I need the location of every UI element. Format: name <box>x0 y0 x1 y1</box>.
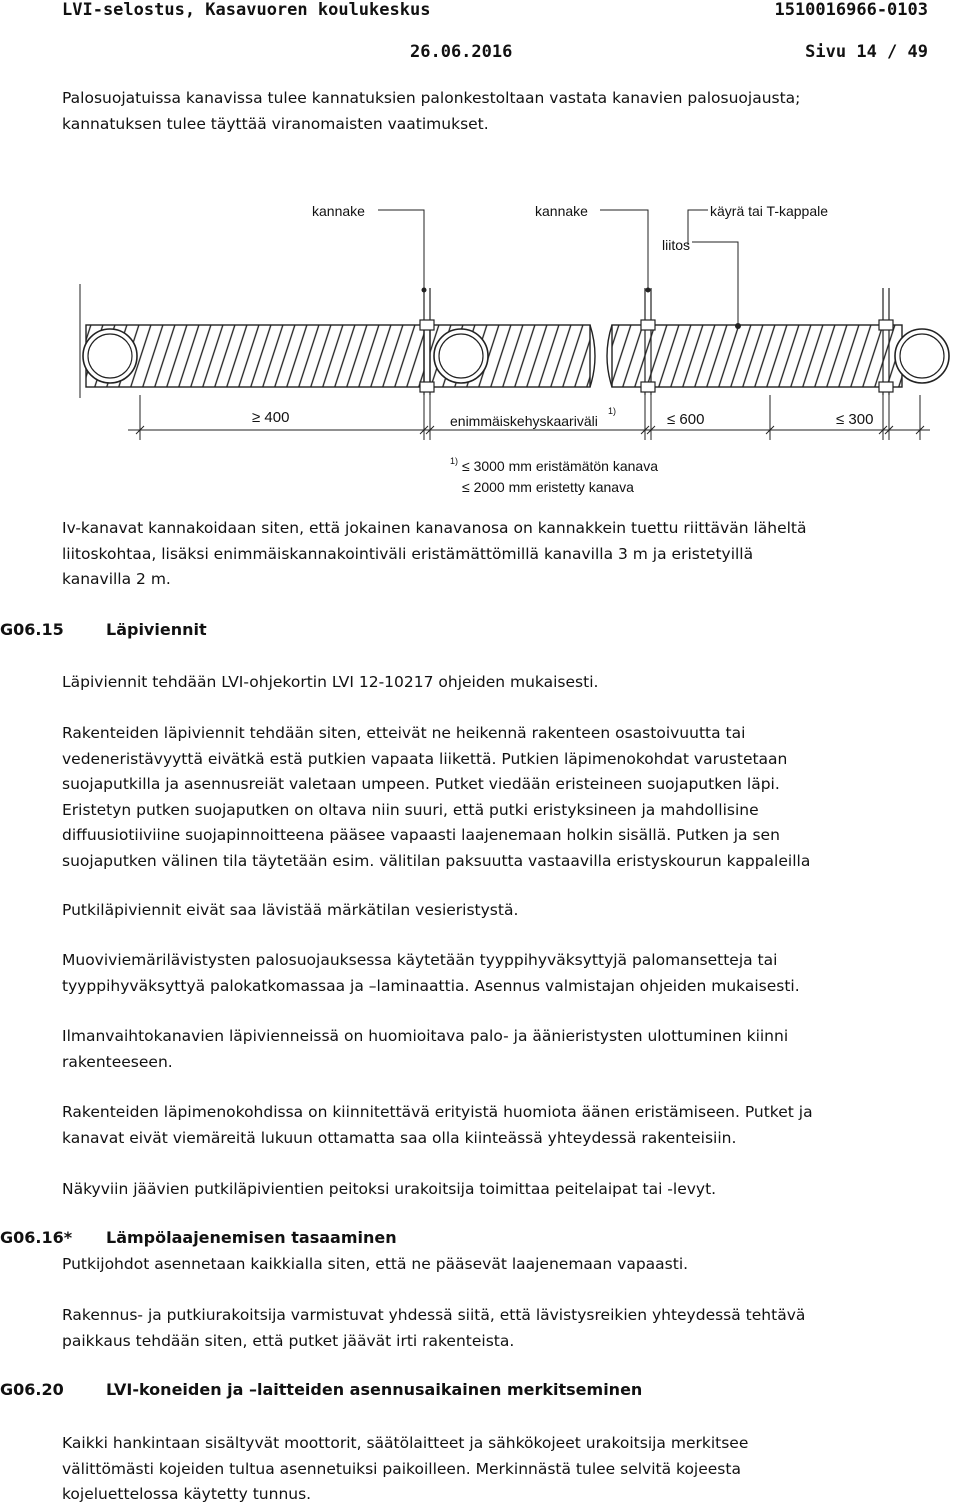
section-number: G06.20 <box>0 1380 64 1399</box>
label-kannake-2: kannake <box>535 203 588 219</box>
text-line: Palosuojatuissa kanavissa tulee kannatuksien palonkestoltaan vastata kanavien palosuojausta; <box>62 89 801 107</box>
section-title: Läpiviennit <box>106 620 207 639</box>
leader-kayra <box>688 210 708 245</box>
paragraph <box>62 1024 788 1075</box>
dimension-span-footnote-mark: 1) <box>608 406 617 416</box>
leader-kannake-2 <box>600 210 648 290</box>
text-line: Rakenteiden läpimenokohdissa on kiinnitettävä erityistä huomiota äänen eristämiseen. Putket ja <box>62 1103 813 1121</box>
text-line: Iv-kanavat kannakoidaan siten, että jokainen kanavanosa on kannakkein tuettu riittävän läheltä <box>62 519 807 537</box>
paragraph <box>62 1431 748 1508</box>
text-line: kanavilla 2 m. <box>62 570 171 588</box>
footnote-line-1: ≤ 3000 mm eristämätön kanava <box>462 458 658 474</box>
text-line: paikkaus tehdään siten, että putket jäävät irti rakenteista. <box>62 1331 515 1350</box>
text-line: Kaikki hankintaan sisältyvät moottorit, säätölaitteet ja sähkökojeet urakoitsija merkitsee <box>62 1434 749 1452</box>
text-line: kannatuksen tulee täyttää viranomaisten vaatimukset. <box>62 114 489 133</box>
text-line: rakenteeseen. <box>62 1052 173 1071</box>
footnote-line-2: ≤ 2000 mm eristetty kanava <box>462 479 634 495</box>
text-line: Eristetyn putken suojaputken on oltava niin suuri, että putki eristyksineen ja mahdollisine <box>62 800 759 819</box>
text-line: Läpiviennit tehdään LVI-ohjekortin LVI 12-10217 ohjeiden mukaisesti. <box>62 673 599 691</box>
duct-section-circle-3 <box>895 329 949 383</box>
paragraph <box>62 898 518 924</box>
section-title: LVI-koneiden ja –laitteiden asennusaikainen merkitseminen <box>106 1380 643 1399</box>
text-line: Putkijohdot asennetaan kaikkialla siten, että ne pääsevät laajenemaan vapaasti. <box>62 1255 689 1273</box>
text-line: Ilmanvaihtokanavien läpivienneissä on huomioitava palo- ja äänieristysten ulottuminen kiinni <box>62 1027 789 1045</box>
leader-liitos <box>692 242 738 324</box>
dimension-span-label: enimmäiskehyskaariväli <box>450 413 598 429</box>
text-line: Rakenteiden läpiviennit tehdään siten, etteivät ne heikennä rakenteen osastoivuutta tai <box>62 724 746 742</box>
text-line: Rakennus- ja putkiurakoitsija varmistuvat yhdessä siitä, että lävistysreikien yhteydessä tehtävä <box>62 1306 806 1324</box>
text-line: kanavat eivät viemäreitä lukuun ottamatta saa olla kiinteässä yhteydessä rakenteisiin. <box>62 1128 737 1147</box>
duct-section-circle-2 <box>434 329 488 383</box>
text-line: vedeneristävyyttä eivätkä estä putkien vapaata liikettä. Putkien läpimenokohdat varustetaan <box>62 749 788 768</box>
paragraph <box>62 948 800 999</box>
text-line: välittömästi kojeiden tultua asennetuiksi paikoilleen. Merkinnästä tulee selvitä kojeesta <box>62 1459 741 1478</box>
duct-support-diagram <box>0 180 960 500</box>
text-line: liitoskohtaa, lisäksi enimmäiskannakointiväli eristämättömillä kanavilla 3 m ja eristetyillä <box>62 544 754 563</box>
page-number: Sivu 14 / 49 <box>805 42 928 62</box>
intro-paragraph <box>62 86 800 137</box>
support-paragraph <box>62 516 807 593</box>
text-line: tyyppihyväksyttyä palokatkomassaa ja –laminaattia. Asennus valmistajan ohjeiden mukaisesti. <box>62 976 800 995</box>
text-line: Näkyviin jäävien putkiläpivientien peitoksi urakoitsija toimittaa peitelaipat tai -levyt. <box>62 1180 717 1198</box>
dimension-300: ≤ 300 <box>836 411 874 428</box>
text-line: Muoviviemärilävistysten palosuojauksessa käytetään tyyppihyväksyttyjä palomansetteja tai <box>62 951 778 969</box>
document-date: 26.06.2016 <box>410 42 513 62</box>
duct-section-circle-1 <box>83 329 137 383</box>
section-number: G06.16* <box>0 1228 73 1247</box>
section-number: G06.15 <box>0 620 64 639</box>
dimension-400: ≥ 400 <box>252 409 290 426</box>
leader-kannake-1 <box>378 210 424 290</box>
text-line: Putkiläpiviennit eivät saa lävistää märkätilan vesieristystä. <box>62 901 519 919</box>
label-kayra: käyrä tai T-kappale <box>710 203 829 219</box>
footnote-mark: 1) <box>450 456 459 466</box>
text-line: suojaputkilla ja asennusreiät valetaan umpeen. Putket viedään eristeineen suojaputken läpi. <box>62 775 780 793</box>
text-line: suojaputken välinen tila täytetään esim. välitilan paksuutta vastaavilla eristyskourun kappaleilla <box>62 851 811 870</box>
text-line: diffuusiotiiviine suojapinnoitteena pääsee vapaasti laajenemaan holkin sisällä. Putken ja sen <box>62 826 780 844</box>
paragraph <box>62 1100 813 1151</box>
paragraph <box>62 670 598 696</box>
paragraph <box>62 721 810 874</box>
text-line: kojeluettelossa käytetty tunnus. <box>62 1485 312 1503</box>
label-kannake-1: kannake <box>312 203 365 219</box>
dimension-600: ≤ 600 <box>667 411 705 428</box>
paragraph <box>62 1252 688 1278</box>
paragraph <box>62 1303 805 1354</box>
label-liitos: liitos <box>662 237 691 253</box>
section-title: Lämpölaajenemisen tasaaminen <box>106 1228 397 1247</box>
document-id: 1510016966-0103 <box>774 0 928 20</box>
paragraph <box>62 1177 716 1203</box>
document-title: LVI-selostus, Kasavuoren koulukeskus <box>62 0 431 20</box>
